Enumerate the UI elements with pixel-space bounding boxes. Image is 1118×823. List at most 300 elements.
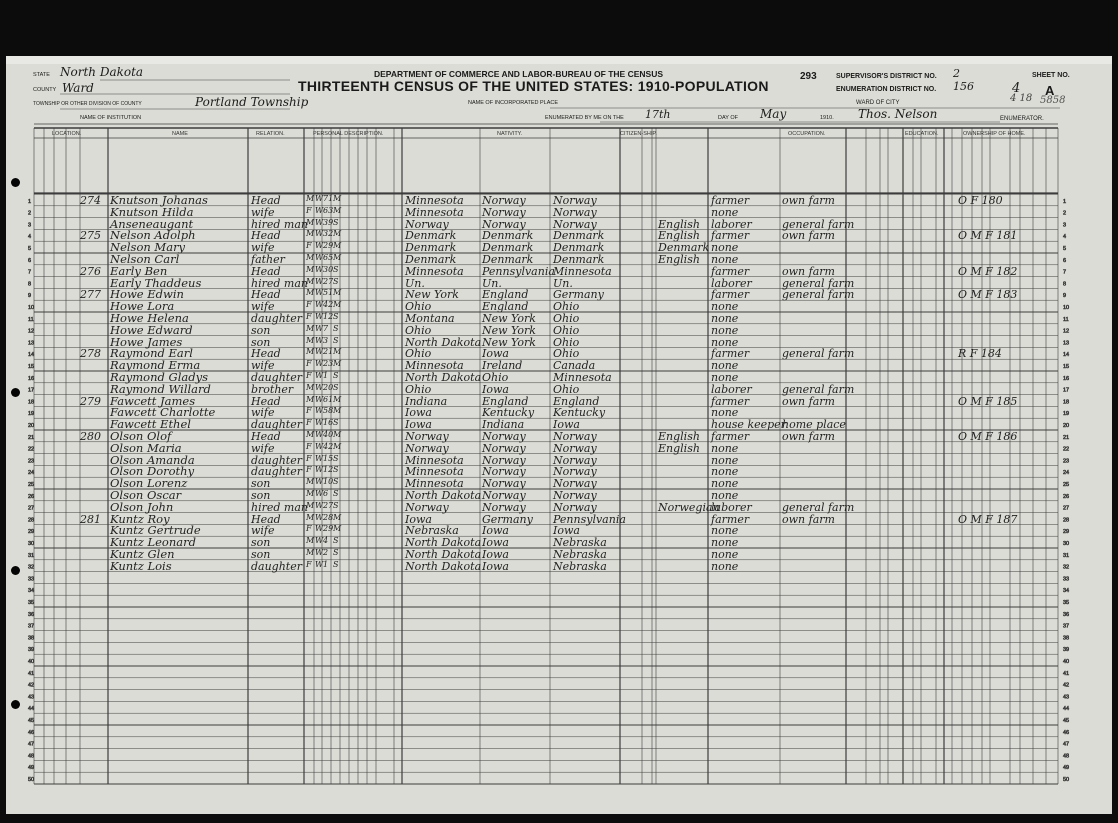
sex-cell: M [306, 253, 315, 262]
census-title: THIRTEENTH CENSUS OF THE UNITED STATES: 1910-POPULATION [298, 78, 769, 94]
marital-status-cell: S [333, 418, 339, 428]
race-cell: W [315, 512, 324, 522]
sex-cell: F [306, 453, 312, 463]
line-number: 24 [28, 470, 35, 477]
marital-status-cell: M [333, 430, 342, 439]
line-number: 14 [1063, 352, 1070, 359]
line-number: 29 [1063, 529, 1070, 536]
mother-birthplace-cell: Nebraska [553, 548, 607, 561]
line-number: 18 [28, 399, 35, 406]
relation-cell: wife [251, 205, 275, 219]
father-birthplace-cell: New York [482, 323, 536, 337]
mother-birthplace-cell: Norway [553, 500, 597, 514]
supervisor-district-value: 2 [953, 67, 960, 80]
line-number: 35 [1063, 600, 1070, 606]
line-number: 48 [28, 753, 35, 760]
line-number: 32 [1063, 564, 1070, 571]
race-cell: W [315, 323, 324, 333]
relation-cell: daughter [251, 418, 302, 432]
township-label: TOWNSHIP OR OTHER DIVISION OF COUNTY [33, 101, 142, 107]
age-cell: 16 [323, 418, 334, 428]
industry-cell: own farm [782, 264, 835, 278]
father-birthplace-cell: Norway [482, 441, 526, 455]
language-cell: English [658, 217, 700, 231]
father-birthplace-cell: England [482, 300, 529, 314]
industry-cell: general farm [782, 382, 855, 396]
occupation-cell: none [711, 241, 739, 255]
marital-status-cell: S [333, 477, 339, 487]
marital-status-cell: S [333, 264, 339, 274]
ownership-heading: OWNERSHIP OF HOME. [963, 131, 1026, 137]
birthplace-cell: Iowa [405, 512, 432, 526]
person-name: Raymond Earl [110, 346, 193, 361]
occupation-cell: house keeper [711, 418, 786, 432]
sex-cell: M [306, 323, 315, 333]
age-cell: 42 [323, 300, 334, 310]
sex-cell: F [306, 371, 312, 380]
relation-cell: Head [251, 394, 281, 408]
sex-cell: M [306, 229, 315, 239]
line-number: 12 [1063, 328, 1070, 335]
line-number: 30 [28, 541, 35, 547]
occupation-cell: none [711, 323, 739, 337]
state-label: STATE [33, 72, 50, 78]
birthplace-cell: North Dakota [405, 489, 482, 502]
personal-description-heading: PERSONAL DESCRIPTION. [313, 131, 384, 137]
marital-status-cell: S [333, 335, 339, 345]
person-name: Nelson Carl [110, 252, 180, 266]
age-cell: 15 [323, 453, 334, 463]
age-cell: 21 [323, 347, 334, 357]
occupation-cell: none [711, 489, 739, 502]
age-cell: 20 [323, 382, 334, 392]
age-cell: 51 [323, 288, 334, 298]
age-cell: 58 [323, 406, 334, 416]
occupation-cell: laborer [711, 382, 752, 396]
line-number: 27 [1063, 505, 1070, 512]
birthplace-cell: Iowa [405, 418, 432, 432]
race-cell: W [315, 276, 324, 286]
race-cell: W [315, 559, 324, 569]
mother-birthplace-cell: Nebraska [553, 559, 607, 573]
line-number: 33 [28, 576, 35, 583]
line-number: 25 [28, 482, 35, 488]
marital-status-cell: S [333, 371, 339, 380]
enumerated-label: ENUMERATED BY ME ON THE [545, 115, 624, 121]
mother-birthplace-cell: Ohio [553, 312, 580, 325]
race-cell: W [315, 371, 324, 380]
language-cell: English [658, 253, 700, 266]
race-cell: W [315, 406, 324, 416]
page-number: 293 [800, 71, 817, 82]
relation-cell: wife [251, 359, 275, 373]
father-birthplace-cell: Germany [482, 512, 533, 526]
sex-cell: F [306, 205, 312, 215]
sex-cell: M [306, 382, 315, 392]
line-number: 3 [1063, 222, 1067, 229]
ownership-cell: R F 184 [958, 347, 1002, 361]
line-number: 37 [1063, 623, 1070, 630]
person-name: Olson Dorothy [110, 464, 195, 479]
line-number: 29 [28, 529, 35, 536]
line-number: 44 [28, 706, 35, 713]
ownership-cell: O M F 181 [958, 229, 1018, 243]
industry-cell: general farm [782, 276, 855, 290]
relation-cell: daughter [251, 453, 302, 467]
binder-hole [11, 388, 20, 397]
race-cell: W [315, 288, 324, 298]
line-number: 49 [28, 765, 35, 772]
person-name: Knutson Hilda [110, 204, 194, 219]
father-birthplace-cell: Norway [482, 453, 526, 467]
race-cell: W [315, 477, 324, 487]
sex-cell: M [306, 264, 315, 274]
age-cell: 29 [323, 524, 334, 534]
birthplace-cell: Norway [405, 217, 449, 231]
sex-cell: F [306, 465, 312, 475]
supervisor-district-label: SUPERVISOR'S DISTRICT NO. [836, 73, 937, 80]
mother-birthplace-cell: Norway [553, 194, 597, 207]
relation-cell: Head [251, 264, 281, 278]
age-cell: 27 [323, 276, 334, 286]
dwelling-number: 275 [80, 229, 101, 243]
sex-cell: F [306, 406, 312, 416]
incorporated-place-label: NAME OF INCORPORATED PLACE [468, 100, 559, 106]
mother-birthplace-cell: England [553, 394, 600, 408]
line-number: 6 [1063, 257, 1067, 264]
father-birthplace-cell: England [482, 288, 529, 302]
marital-status-cell: S [333, 382, 339, 392]
line-number: 27 [28, 505, 35, 512]
ownership-cell: O M F 182 [958, 264, 1018, 278]
marital-status-cell: S [333, 323, 339, 333]
father-birthplace-cell: Iowa [482, 382, 509, 396]
line-number: 10 [28, 305, 35, 311]
mother-birthplace-cell: Ohio [553, 323, 580, 337]
dwelling-number: 274 [80, 194, 101, 207]
race-cell: W [315, 229, 324, 239]
age-cell: 40 [323, 430, 334, 439]
relation-cell: daughter [251, 371, 302, 384]
line-number: 19 [28, 411, 35, 418]
line-number: 50 [1063, 777, 1070, 783]
race-cell: W [315, 382, 324, 392]
marital-status-cell: S [333, 536, 339, 546]
location-heading: LOCATION. [52, 131, 82, 137]
birthplace-cell: Denmark [405, 241, 457, 255]
race-cell: W [315, 335, 324, 345]
age-cell: 63 [323, 205, 334, 215]
birthplace-cell: Minnesota [405, 465, 464, 479]
person-name: Olson Oscar [110, 488, 182, 502]
occupation-cell: none [711, 406, 739, 420]
age-cell: 27 [323, 500, 334, 510]
relation-cell: daughter [251, 312, 302, 325]
occupation-cell: none [711, 453, 739, 467]
sex-cell: F [306, 312, 312, 321]
line-number: 49 [1063, 765, 1070, 772]
marital-status-cell: S [333, 312, 339, 321]
line-number: 38 [1063, 635, 1070, 642]
father-birthplace-cell: Indiana [482, 418, 525, 432]
birthplace-cell: Montana [405, 312, 455, 325]
line-number: 28 [1063, 517, 1070, 524]
mother-birthplace-cell: Un. [553, 276, 573, 290]
birthplace-cell: Ohio [405, 382, 432, 396]
relation-heading: RELATION. [256, 131, 285, 137]
sex-cell: M [306, 288, 315, 298]
marital-status-cell: S [333, 559, 339, 569]
marital-status-cell: M [333, 347, 342, 357]
father-birthplace-cell: Iowa [482, 548, 509, 561]
enumerator-label: ENUMERATOR. [1000, 116, 1044, 122]
person-name: Olson Amanda [110, 452, 195, 467]
person-name: Anseneaugant [110, 216, 194, 231]
line-number: 21 [1063, 434, 1070, 441]
line-number: 42 [1063, 682, 1070, 689]
occupation-cell: farmer [711, 264, 750, 278]
mother-birthplace-cell: Ohio [553, 347, 580, 361]
mother-birthplace-cell: Kentucky [553, 406, 606, 420]
line-number: 5 [28, 246, 32, 252]
mother-birthplace-cell: Germany [553, 288, 604, 302]
marital-status-cell: S [333, 548, 339, 557]
line-number: 20 [1063, 423, 1070, 429]
marital-status-cell: S [333, 217, 339, 227]
occupation-cell: farmer [711, 430, 750, 443]
sex-cell: M [306, 217, 315, 227]
mother-birthplace-cell: Canada [553, 359, 596, 373]
age-cell: 32 [323, 229, 334, 239]
marital-status-cell: M [333, 300, 342, 310]
line-number: 34 [28, 588, 35, 595]
industry-cell: own farm [782, 229, 835, 243]
line-number: 39 [1063, 647, 1070, 654]
industry-cell: general farm [782, 347, 855, 361]
sex-cell: M [306, 335, 315, 345]
occupation-cell: none [711, 559, 739, 573]
birthplace-cell: Minnesota [405, 359, 464, 373]
relation-cell: daughter [251, 559, 302, 573]
line-number: 18 [1063, 399, 1070, 406]
father-birthplace-cell: Norway [482, 489, 526, 502]
marital-status-cell: M [333, 406, 342, 416]
occupation-heading: OCCUPATION. [788, 131, 826, 137]
marital-status-cell: M [333, 512, 342, 522]
father-birthplace-cell: Pennsylvania [482, 264, 555, 278]
birthplace-cell: Minnesota [405, 477, 464, 491]
father-birthplace-cell: Kentucky [482, 406, 535, 420]
occupation-cell: none [711, 441, 739, 455]
relation-cell: son [251, 477, 271, 491]
race-cell: W [315, 300, 324, 310]
occupation-cell: none [711, 477, 739, 491]
race-cell: W [315, 217, 324, 227]
line-number: 40 [1063, 659, 1070, 665]
age-cell: 4 [323, 536, 329, 546]
birthplace-cell: Norway [405, 430, 449, 443]
line-number: 20 [28, 423, 35, 429]
race-cell: W [315, 359, 324, 369]
relation-cell: hired man [251, 217, 308, 231]
race-cell: W [315, 489, 324, 498]
mother-birthplace-cell: Norway [553, 430, 597, 443]
birthplace-cell: North Dakota [405, 536, 482, 550]
mother-birthplace-cell: Nebraska [553, 536, 607, 550]
dwelling-number: 278 [80, 347, 101, 361]
race-cell: W [315, 524, 324, 534]
line-number: 31 [28, 552, 35, 559]
sex-cell: M [306, 347, 315, 357]
sex-cell: M [306, 430, 315, 439]
person-name: Howe James [110, 334, 183, 349]
age-cell: 2 [323, 548, 329, 557]
relation-cell: Head [251, 229, 281, 243]
mother-birthplace-cell: Denmark [553, 253, 605, 266]
mother-birthplace-cell: Norway [553, 217, 597, 231]
father-birthplace-cell: Norway [482, 430, 526, 443]
marital-status-cell: M [333, 241, 342, 251]
line-number: 22 [1063, 446, 1070, 453]
enumerator-name: Thos. Nelson [858, 107, 938, 121]
mother-birthplace-cell: Norway [553, 453, 597, 467]
dwelling-number: 281 [80, 512, 101, 526]
ownership-cell: O M F 183 [958, 288, 1018, 302]
person-name: Howe Edwin [110, 287, 184, 302]
person-name: Kuntz Gertrude [110, 523, 201, 538]
birthplace-cell: Ohio [405, 347, 432, 361]
age-cell: 1 [323, 559, 329, 569]
person-name: Early Ben [110, 263, 168, 278]
father-birthplace-cell: New York [482, 335, 536, 349]
line-number: 15 [28, 364, 35, 370]
race-cell: W [315, 453, 324, 463]
father-birthplace-cell: Denmark [482, 241, 534, 255]
birthplace-cell: Minnesota [405, 453, 464, 467]
marital-status-cell: M [333, 205, 342, 215]
line-number: 41 [28, 670, 35, 677]
sex-cell: M [306, 489, 315, 498]
age-cell: 61 [323, 394, 334, 404]
birthplace-cell: Minnesota [405, 205, 464, 219]
person-name: Nelson Adolph [110, 228, 196, 243]
occupation-cell: laborer [711, 500, 752, 514]
relation-cell: wife [251, 406, 275, 420]
line-number: 45 [1063, 718, 1070, 724]
race-cell: W [315, 548, 324, 557]
sex-cell: M [306, 194, 315, 203]
line-number: 17 [28, 387, 35, 394]
marital-status-cell: S [333, 276, 339, 286]
industry-cell: own farm [782, 430, 835, 443]
race-cell: W [315, 347, 324, 357]
occupation-cell: none [711, 371, 739, 384]
line-number: 33 [1063, 576, 1070, 583]
industry-cell: own farm [782, 512, 835, 526]
marital-status-cell: M [333, 253, 342, 262]
mother-birthplace-cell: Minnesota [553, 264, 612, 278]
industry-cell: own farm [782, 394, 835, 408]
birthplace-cell: North Dakota [405, 548, 482, 561]
race-cell: W [315, 312, 324, 321]
mother-birthplace-cell: Norway [553, 477, 597, 491]
race-cell: W [315, 264, 324, 274]
mother-birthplace-cell: Iowa [553, 524, 580, 538]
father-birthplace-cell: Norway [482, 194, 526, 207]
occupation-cell: farmer [711, 194, 750, 207]
mother-birthplace-cell: Ohio [553, 382, 580, 396]
archive-stamp-number: 5858 [1040, 95, 1066, 106]
age-cell: 12 [323, 465, 334, 475]
relation-cell: Head [251, 288, 281, 302]
line-number: 13 [28, 340, 35, 347]
language-cell: Denmark [658, 241, 710, 255]
occupation-cell: farmer [711, 394, 750, 408]
relation-cell: wife [251, 300, 275, 314]
occupation-cell: farmer [711, 288, 750, 302]
person-name: Howe Helena [110, 311, 189, 325]
line-number: 8 [1063, 281, 1067, 288]
line-number: 35 [28, 600, 35, 606]
line-number: 40 [28, 659, 35, 665]
relation-cell: hired man [251, 500, 308, 514]
person-name: Raymond Willard [110, 381, 211, 396]
age-cell: 29 [323, 241, 334, 251]
occupation-cell: none [711, 205, 739, 219]
line-number: 14 [28, 352, 35, 359]
marital-status-cell: S [333, 489, 339, 498]
line-number: 10 [1063, 305, 1070, 311]
person-name: Olson Maria [110, 440, 182, 455]
marital-status-cell: M [333, 288, 342, 298]
birthplace-cell: Indiana [405, 394, 448, 408]
person-name: Fawcett Charlotte [110, 405, 216, 420]
birthplace-cell: Iowa [405, 406, 432, 420]
relation-cell: son [251, 548, 271, 561]
institution-label: NAME OF INSTITUTION [80, 115, 142, 121]
person-name: Fawcett James [110, 393, 196, 408]
birthplace-cell: Nebraska [405, 524, 459, 538]
sheet-value: 4 [1012, 81, 1021, 96]
sex-cell: F [306, 441, 312, 451]
line-number: 16 [1063, 375, 1070, 382]
line-number: 46 [1063, 729, 1070, 736]
sex-cell: M [306, 536, 315, 546]
mother-birthplace-cell: Norway [553, 441, 597, 455]
dwelling-number: 276 [80, 264, 101, 278]
occupation-cell: none [711, 335, 739, 349]
race-cell: W [315, 394, 324, 404]
race-cell: W [315, 441, 324, 451]
marital-status-cell: M [333, 359, 342, 369]
line-number: 5 [1063, 246, 1067, 252]
sex-cell: F [306, 359, 312, 369]
marital-status-cell: M [333, 229, 342, 239]
race-cell: W [315, 465, 324, 475]
age-cell: 23 [323, 359, 334, 369]
line-number: 8 [28, 281, 32, 288]
line-number: 1 [28, 198, 32, 205]
birthplace-cell: North Dakota [405, 371, 482, 384]
relation-cell: Head [251, 512, 281, 526]
line-number: 4 [1063, 234, 1067, 241]
dwelling-number: 279 [80, 394, 101, 408]
line-number: 7 [1063, 269, 1067, 276]
industry-cell: general farm [782, 288, 855, 302]
line-number: 25 [1063, 482, 1070, 488]
line-number: 42 [28, 682, 35, 689]
birthplace-cell: Denmark [405, 229, 457, 243]
